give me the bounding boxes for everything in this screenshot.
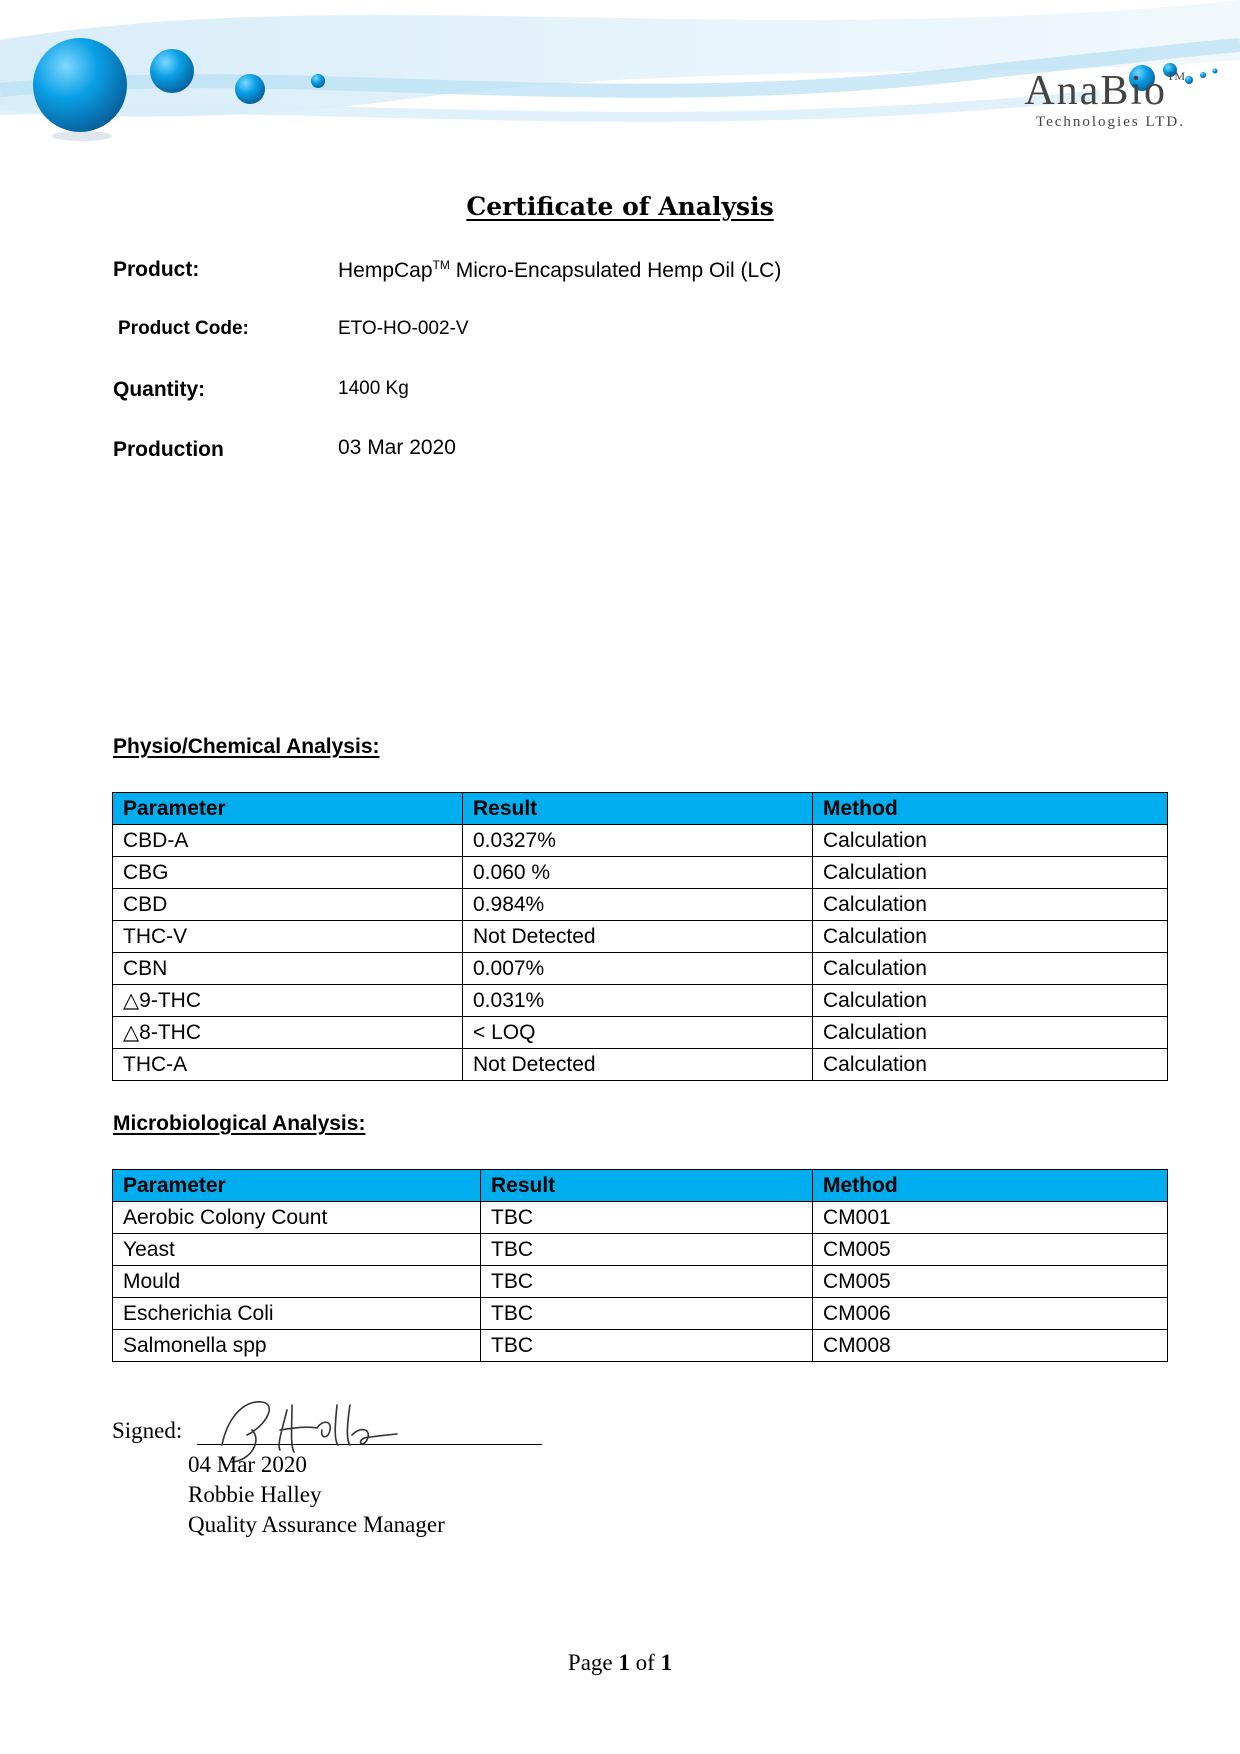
method-cell: Calculation (813, 985, 1168, 1017)
page-total: 1 (660, 1650, 673, 1675)
parameter-cell: △8-THC (113, 1017, 463, 1049)
parameter-cell: Escherichia Coli (113, 1298, 481, 1330)
method-cell: CM001 (813, 1202, 1168, 1234)
page-word: Page (567, 1650, 613, 1675)
table-row (113, 953, 1168, 985)
product-name: HempCap (338, 259, 433, 282)
result-cell: 0.060 % (463, 857, 813, 889)
parameter-cell: THC-V (113, 921, 463, 953)
method-cell: Calculation (813, 1049, 1168, 1081)
of-word: of (635, 1650, 655, 1675)
result-cell: Not Detected (463, 921, 813, 953)
signature-date: 04 Mar 2020 (188, 1452, 307, 1477)
logo-tm: TM (1167, 69, 1185, 83)
column-header-result: Result (463, 793, 813, 825)
parameter-cell: Salmonella spp (113, 1330, 481, 1362)
result-cell: TBC (481, 1330, 813, 1362)
table-row (113, 1049, 1168, 1081)
production-value: 03 Mar 2020 (338, 436, 456, 459)
result-cell: 0.0327% (463, 825, 813, 857)
parameter-cell: Mould (113, 1266, 481, 1298)
result-cell: 0.007% (463, 953, 813, 985)
physio-table (112, 792, 1168, 1081)
method-cell: CM005 (813, 1266, 1168, 1298)
table-row (113, 1330, 1168, 1362)
column-header-parameter: Parameter (113, 1170, 481, 1202)
logo-name-text: AnaBio (1024, 68, 1167, 114)
sphere-icon (150, 49, 194, 93)
method-cell: Calculation (813, 1017, 1168, 1049)
method-cell: CM008 (813, 1330, 1168, 1362)
micro-table (112, 1169, 1168, 1362)
result-cell: Not Detected (463, 1049, 813, 1081)
parameter-cell: △9-THC (113, 985, 463, 1017)
logo-subtitle: Technologies LTD. (1035, 114, 1185, 130)
logo-sphere-icon (1213, 69, 1218, 74)
production-label: Production (113, 438, 224, 461)
product-code-value: ETO-HO-002-V (338, 318, 469, 339)
method-cell: CM005 (813, 1234, 1168, 1266)
method-cell: Calculation (813, 921, 1168, 953)
column-header-method: Method (813, 793, 1168, 825)
page-current: 1 (618, 1650, 630, 1675)
result-cell: 0.031% (463, 985, 813, 1017)
result-cell: TBC (481, 1234, 813, 1266)
product-desc: Micro-Encapsulated Hemp Oil (LC) (449, 259, 782, 282)
physio-section-title: Physio/Chemical Analysis: (113, 735, 380, 758)
result-cell: < LOQ (463, 1017, 813, 1049)
result-cell: TBC (481, 1298, 813, 1330)
product-code-label: Product Code: (118, 318, 249, 339)
parameter-cell: THC-A (113, 1049, 463, 1081)
method-cell: Calculation (813, 857, 1168, 889)
parameter-cell: CBD-A (113, 825, 463, 857)
result-cell: TBC (481, 1202, 813, 1234)
table-row (113, 921, 1168, 953)
product-value (338, 258, 781, 283)
result-cell: 0.984% (463, 889, 813, 921)
table-row (113, 985, 1168, 1017)
result-cell: TBC (481, 1266, 813, 1298)
method-cell: Calculation (813, 825, 1168, 857)
quantity-label: Quantity: (113, 378, 206, 401)
quantity-value: 1400 Kg (338, 378, 409, 399)
company-logo (1024, 70, 1185, 131)
sphere-icon (33, 38, 127, 132)
sphere-icon (311, 74, 325, 88)
method-cell: Calculation (813, 953, 1168, 985)
table-row (113, 889, 1168, 921)
logo-sphere-icon (1200, 72, 1206, 78)
table-row (113, 1234, 1168, 1266)
sphere-icon (235, 74, 265, 104)
table-header-row (113, 1170, 1168, 1202)
table-row (113, 1298, 1168, 1330)
signatory-details (188, 1450, 445, 1540)
table-row (113, 857, 1168, 889)
column-header-method: Method (813, 1170, 1168, 1202)
product-tm: TM (432, 258, 450, 272)
parameter-cell: CBD (113, 889, 463, 921)
table-row (113, 1202, 1168, 1234)
column-header-parameter: Parameter (113, 793, 463, 825)
logo-name (1024, 70, 1185, 112)
method-cell: Calculation (813, 889, 1168, 921)
table-row (113, 1266, 1168, 1298)
table-row (113, 1017, 1168, 1049)
page-number (0, 1650, 1240, 1676)
signatory-name: Robbie Halley (188, 1482, 322, 1507)
document-title: Certificate of Analysis (466, 192, 774, 221)
parameter-cell: Yeast (113, 1234, 481, 1266)
parameter-cell: CBN (113, 953, 463, 985)
micro-section-title: Microbiological Analysis: (113, 1112, 366, 1135)
method-cell: CM006 (813, 1298, 1168, 1330)
signatory-role: Quality Assurance Manager (188, 1512, 445, 1537)
parameter-cell: CBG (113, 857, 463, 889)
product-label: Product: (113, 258, 200, 281)
column-header-result: Result (481, 1170, 813, 1202)
logo-sphere-icon (1185, 76, 1193, 84)
table-row (113, 825, 1168, 857)
ball-shadow (52, 131, 112, 141)
table-header-row (113, 793, 1168, 825)
signed-label: Signed: (112, 1418, 183, 1443)
parameter-cell: Aerobic Colony Count (113, 1202, 481, 1234)
